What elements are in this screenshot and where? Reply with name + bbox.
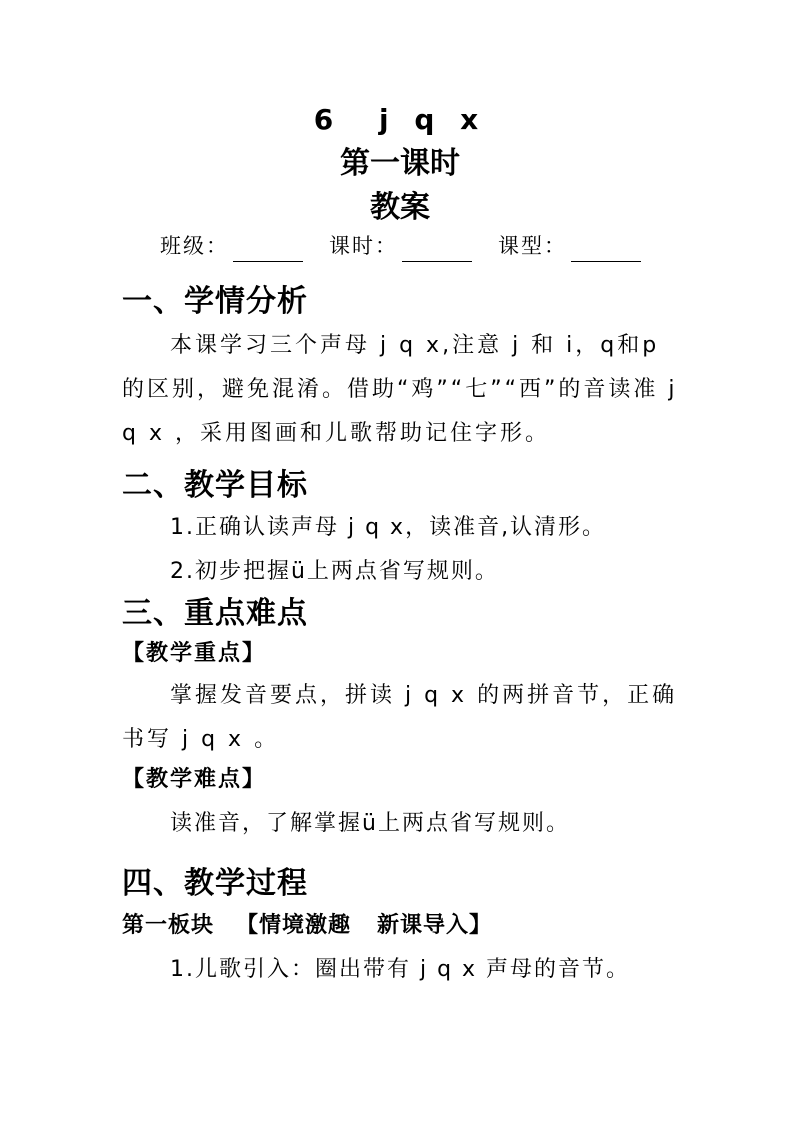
block-1-title-open: 【情境激趣	[236, 913, 352, 938]
section-1-heading: 一、学情分析	[122, 284, 308, 319]
objective-item-2: 2.初步把握ü上两点省写规则。	[170, 559, 499, 584]
difficult-points-label: 【教学难点】	[122, 767, 267, 792]
key-points-body: 掌握发音要点，拼读 j q x 的两拼音节，正确书写 j q x 。	[122, 683, 678, 752]
lesson-subtitle: 第一课时	[340, 146, 460, 181]
title-letter-x: x	[460, 103, 479, 136]
key-points-label: 【教学重点】	[122, 641, 267, 666]
period-label: 课时：	[329, 234, 398, 258]
block-1-heading	[122, 906, 492, 946]
process-item-1: 1.儿歌引入：圈出带有 j q x 声母的音节。	[170, 957, 631, 982]
block-1-title-close: 新课导入】	[377, 913, 493, 938]
block-1-label: 第一板块	[122, 913, 215, 938]
objective-item-1: 1.正确认读声母 j q x，读准音,认清形。	[170, 515, 607, 540]
period-field	[329, 230, 472, 262]
title-letter-q: q	[414, 103, 435, 136]
section-4-heading: 四、教学过程	[122, 866, 308, 901]
type-label: 课型：	[498, 234, 567, 258]
class-blank	[233, 241, 303, 262]
class-field	[160, 230, 303, 262]
type-blank	[571, 241, 641, 262]
document-type: 教案	[370, 190, 430, 225]
type-field	[498, 230, 641, 262]
class-label: 班级：	[160, 234, 229, 258]
meta-row	[160, 230, 680, 262]
period-blank	[402, 241, 472, 262]
lesson-number: 6	[313, 103, 334, 136]
section-3-heading: 三、重点难点	[122, 596, 308, 631]
lesson-number-title	[0, 100, 800, 140]
difficult-points-body: 读准音，了解掌握ü上两点省写规则。	[170, 811, 570, 836]
section-1-body: 本课学习三个声母 j q x,注意 j 和 i，q和p 的区别，避免混淆。借助“鸡”“七”“西”的音读准 j q x ，采用图画和儿歌帮助记住字形。	[122, 333, 678, 446]
section-2-heading: 二、教学目标	[122, 468, 308, 503]
title-letter-j: j	[379, 103, 389, 136]
